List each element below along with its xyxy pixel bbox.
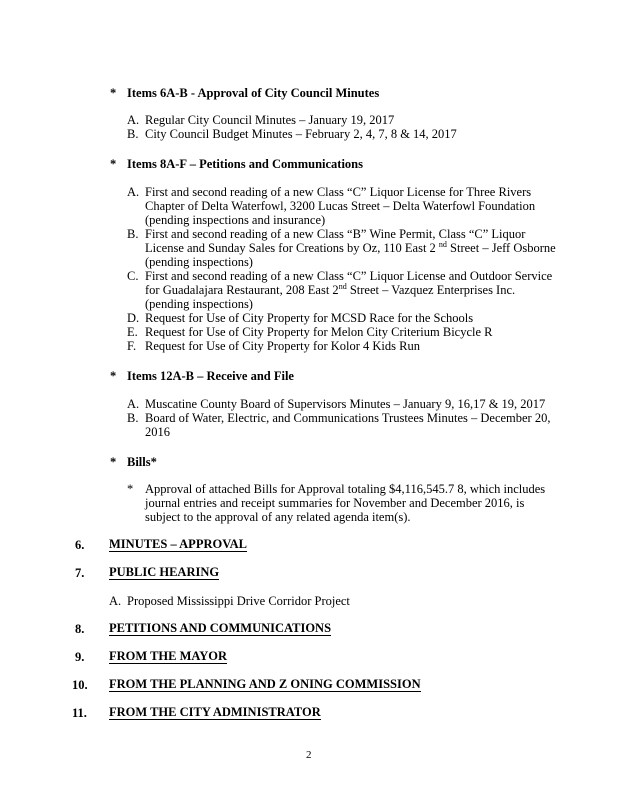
heading-number: 7.	[75, 566, 85, 580]
heading-number: 11.	[72, 706, 87, 720]
section-title: Bills*	[127, 455, 157, 469]
item-letter: D.	[127, 311, 140, 325]
heading-number: 10.	[72, 678, 88, 692]
bullet: *	[110, 455, 117, 469]
item-text: Muscatine County Board of Supervisors Minutes – January 9, 16,17 & 19, 2017	[145, 397, 546, 411]
bills-text: subject to the approval of any related agenda item(s).	[145, 510, 411, 524]
item-text: City Council Budget Minutes – February 2, 4, 7, 8 & 14, 2017	[145, 127, 457, 141]
item-text: First and second reading of a new Class “B” Wine Permit, Class “C” Liquor	[145, 227, 526, 241]
superscript: nd	[438, 239, 447, 249]
item-letter: F.	[127, 339, 137, 353]
item-text: Request for Use of City Property for Kolor 4 Kids Run	[145, 339, 420, 353]
bills-text: journal entries and receipt summaries for November and December 2016, is	[145, 496, 525, 510]
item-letter: C.	[127, 269, 139, 283]
item-letter: A.	[109, 594, 122, 608]
item-text: Proposed Mississippi Drive Corridor Project	[127, 594, 350, 608]
heading-number: 9.	[75, 650, 85, 664]
item-letter: B.	[127, 411, 139, 425]
item-text: 2016	[145, 425, 170, 439]
item-letter: A.	[127, 113, 140, 127]
item-text-line	[145, 241, 556, 255]
bullet: *	[127, 482, 134, 496]
section-title: Items 8A-F – Petitions and Communications	[127, 157, 363, 171]
text-part: Street – Vazquez Enterprises Inc.	[349, 283, 516, 297]
item-text-line	[145, 283, 515, 297]
item-text: (pending inspections and insurance)	[145, 213, 326, 227]
bills-text: Approval of attached Bills for Approval totaling $4,116,545.7 8, which includes	[145, 482, 546, 496]
text-part: Street – Jeff Osborne	[450, 241, 556, 255]
bullet: *	[110, 157, 117, 171]
heading-number: 8.	[75, 622, 85, 636]
heading-mayor: FROM THE MAYOR	[109, 649, 228, 663]
item-letter: B.	[127, 127, 139, 141]
heading-petitions: PETITIONS AND COMMUNICATIONS	[109, 621, 332, 635]
heading-public-hearing: PUBLIC HEARING	[109, 565, 220, 579]
item-text: First and second reading of a new Class “C” Liquor License for Three Rivers	[145, 185, 532, 199]
superscript: nd	[338, 281, 347, 291]
item-letter: A.	[127, 397, 140, 411]
text-part: for Guadalajara Restaurant, 208 East 2	[145, 283, 339, 297]
item-text: First and second reading of a new Class “C” Liquor License and Outdoor Service	[145, 269, 553, 283]
item-text: Board of Water, Electric, and Communications Trustees Minutes – December 20,	[145, 411, 551, 425]
section-title: Items 6A-B - Approval of City Council Minutes	[127, 86, 380, 100]
item-letter: A.	[127, 185, 140, 199]
section-title: Items 12A-B – Receive and File	[127, 369, 294, 383]
item-text: Regular City Council Minutes – January 19, 2017	[145, 113, 395, 127]
heading-number: 6.	[75, 538, 85, 552]
page-number: 2	[306, 749, 312, 761]
heading-minutes-approval: MINUTES – APPROVAL	[109, 537, 247, 551]
item-letter: B.	[127, 227, 139, 241]
text-part: License and Sunday Sales for Creations by Oz, 110 East 2	[145, 241, 436, 255]
bullet: *	[110, 86, 117, 100]
item-text: Chapter of Delta Waterfowl, 3200 Lucas Street – Delta Waterfowl Foundation	[145, 199, 536, 213]
bullet: *	[110, 369, 117, 383]
item-text: (pending inspections)	[145, 255, 253, 269]
item-letter: E.	[127, 325, 138, 339]
item-text: Request for Use of City Property for MCSD Race for the Schools	[145, 311, 474, 325]
item-text: (pending inspections)	[145, 297, 253, 311]
item-text: Request for Use of City Property for Melon City Criterium Bicycle R	[145, 325, 493, 339]
heading-city-administrator: FROM THE CITY ADMINISTRATOR	[109, 705, 321, 719]
heading-planning-zoning: FROM THE PLANNING AND Z ONING COMMISSION	[109, 677, 421, 691]
